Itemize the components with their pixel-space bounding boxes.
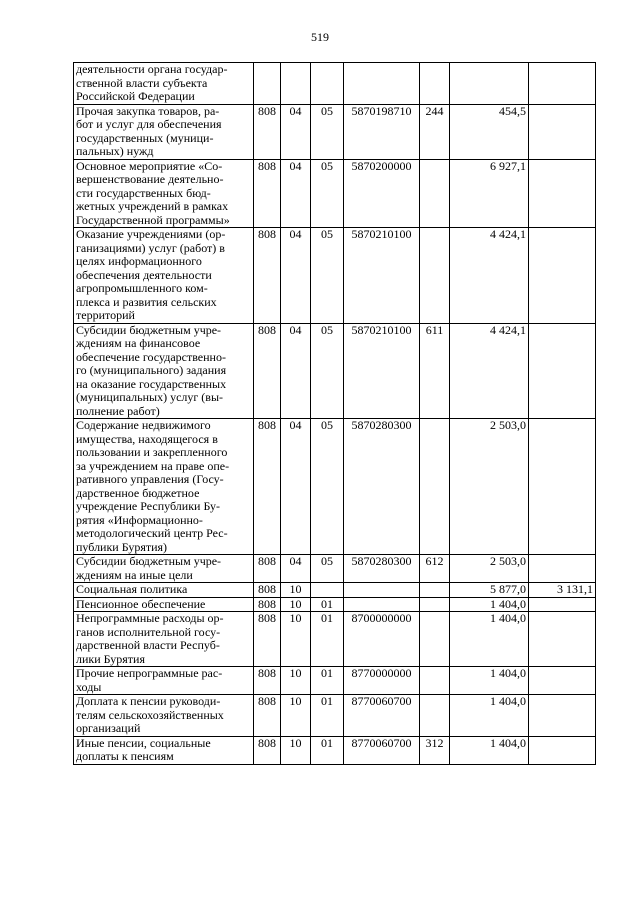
table-row bbox=[74, 667, 596, 695]
cell-amount: 5 877,0 bbox=[450, 583, 529, 598]
cell-target-article bbox=[344, 63, 420, 105]
cell-admin-code: 808 bbox=[254, 583, 281, 598]
cell-target-article: 5870210100 bbox=[344, 323, 420, 419]
cell-subsection: 05 bbox=[311, 228, 344, 324]
cell-amount-2 bbox=[529, 228, 596, 324]
table-row bbox=[74, 736, 596, 764]
cell-amount: 1 404,0 bbox=[450, 667, 529, 695]
cell-admin-code: 808 bbox=[254, 597, 281, 612]
cell-section: 10 bbox=[281, 736, 311, 764]
cell-name: Содержание недвижимого имущества, находящегося в пользовании и закрепленного за учреждением на праве опе- ративного управления (Госу- дарственное бюджетное учреждение Республики Бу- рятия «Информационно- методологический центр Рес- публики Бурятия) bbox=[74, 419, 254, 555]
cell-section: 04 bbox=[281, 419, 311, 555]
cell-admin-code: 808 bbox=[254, 695, 281, 737]
cell-target-article: 8770060700 bbox=[344, 695, 420, 737]
cell-amount: 6 927,1 bbox=[450, 159, 529, 228]
cell-section: 04 bbox=[281, 228, 311, 324]
cell-amount-2 bbox=[529, 159, 596, 228]
cell-amount: 2 503,0 bbox=[450, 419, 529, 555]
cell-name: Оказание учреждениями (ор- ганизациями) услуг (работ) в целях информационного обеспечения деятельности агропромышленного ком- плекса и развития сельских территорий bbox=[74, 228, 254, 324]
cell-section: 10 bbox=[281, 612, 311, 667]
table-row bbox=[74, 63, 596, 105]
cell-target-article bbox=[344, 597, 420, 612]
cell-name: Основное мероприятие «Со- вершенствование деятельно- сти государственных бюд- жетных учреждений в рамках Государственной программы» bbox=[74, 159, 254, 228]
cell-amount-2: 3 131,1 bbox=[529, 583, 596, 598]
cell-target-article: 5870200000 bbox=[344, 159, 420, 228]
cell-expense-type bbox=[420, 667, 450, 695]
cell-amount-2 bbox=[529, 555, 596, 583]
cell-section: 04 bbox=[281, 159, 311, 228]
cell-subsection: 01 bbox=[311, 736, 344, 764]
cell-amount-2 bbox=[529, 597, 596, 612]
cell-admin-code: 808 bbox=[254, 736, 281, 764]
cell-name: Прочие непрограммные рас- ходы bbox=[74, 667, 254, 695]
cell-amount: 454,5 bbox=[450, 104, 529, 159]
cell-subsection bbox=[311, 63, 344, 105]
cell-amount: 2 503,0 bbox=[450, 555, 529, 583]
table-row bbox=[74, 228, 596, 324]
cell-expense-type: 612 bbox=[420, 555, 450, 583]
table-row bbox=[74, 555, 596, 583]
cell-amount: 1 404,0 bbox=[450, 597, 529, 612]
cell-admin-code: 808 bbox=[254, 104, 281, 159]
cell-subsection: 01 bbox=[311, 597, 344, 612]
table-row bbox=[74, 695, 596, 737]
cell-expense-type bbox=[420, 159, 450, 228]
cell-admin-code: 808 bbox=[254, 228, 281, 324]
cell-amount-2 bbox=[529, 736, 596, 764]
cell-name: Субсидии бюджетным учре- ждениям на финансовое обеспечение государственно- го (муниципального) задания на оказание государственных (муниципальных) услуг (вы- полнение работ) bbox=[74, 323, 254, 419]
cell-expense-type bbox=[420, 419, 450, 555]
cell-section: 10 bbox=[281, 597, 311, 612]
budget-table bbox=[73, 62, 596, 765]
table-row bbox=[74, 583, 596, 598]
cell-admin-code: 808 bbox=[254, 612, 281, 667]
cell-expense-type bbox=[420, 597, 450, 612]
cell-subsection: 01 bbox=[311, 695, 344, 737]
cell-subsection bbox=[311, 583, 344, 598]
cell-target-article: 5870280300 bbox=[344, 419, 420, 555]
cell-name: Социальная политика bbox=[74, 583, 254, 598]
cell-subsection: 05 bbox=[311, 555, 344, 583]
cell-subsection: 05 bbox=[311, 419, 344, 555]
cell-subsection: 05 bbox=[311, 159, 344, 228]
cell-amount: 1 404,0 bbox=[450, 736, 529, 764]
cell-expense-type bbox=[420, 63, 450, 105]
cell-amount: 4 424,1 bbox=[450, 228, 529, 324]
cell-admin-code: 808 bbox=[254, 159, 281, 228]
cell-admin-code: 808 bbox=[254, 323, 281, 419]
cell-section: 04 bbox=[281, 104, 311, 159]
cell-expense-type bbox=[420, 228, 450, 324]
cell-amount bbox=[450, 63, 529, 105]
cell-section: 10 bbox=[281, 667, 311, 695]
cell-section: 10 bbox=[281, 695, 311, 737]
cell-name: Непрограммные расходы ор- ганов исполнительной госу- дарственной власти Респуб- лики Бурятия bbox=[74, 612, 254, 667]
cell-expense-type bbox=[420, 583, 450, 598]
cell-target-article: 8770060700 bbox=[344, 736, 420, 764]
cell-section: 04 bbox=[281, 555, 311, 583]
cell-subsection: 01 bbox=[311, 612, 344, 667]
cell-target-article: 5870198710 bbox=[344, 104, 420, 159]
cell-amount: 1 404,0 bbox=[450, 612, 529, 667]
cell-admin-code: 808 bbox=[254, 667, 281, 695]
cell-section: 10 bbox=[281, 583, 311, 598]
table-row bbox=[74, 159, 596, 228]
cell-target-article: 5870210100 bbox=[344, 228, 420, 324]
cell-target-article bbox=[344, 583, 420, 598]
cell-admin-code: 808 bbox=[254, 555, 281, 583]
cell-name: Пенсионное обеспечение bbox=[74, 597, 254, 612]
page-number: 519 bbox=[311, 30, 329, 44]
cell-expense-type: 244 bbox=[420, 104, 450, 159]
cell-expense-type bbox=[420, 612, 450, 667]
cell-amount-2 bbox=[529, 419, 596, 555]
cell-amount-2 bbox=[529, 104, 596, 159]
cell-section bbox=[281, 63, 311, 105]
cell-expense-type: 312 bbox=[420, 736, 450, 764]
cell-subsection: 05 bbox=[311, 323, 344, 419]
cell-amount-2 bbox=[529, 695, 596, 737]
cell-expense-type: 611 bbox=[420, 323, 450, 419]
table-row bbox=[74, 323, 596, 419]
cell-admin-code: 808 bbox=[254, 419, 281, 555]
cell-name: Доплата к пенсии руководи- телям сельскохозяйственных организаций bbox=[74, 695, 254, 737]
cell-amount: 4 424,1 bbox=[450, 323, 529, 419]
cell-amount-2 bbox=[529, 63, 596, 105]
table-row bbox=[74, 612, 596, 667]
cell-target-article: 5870280300 bbox=[344, 555, 420, 583]
cell-amount-2 bbox=[529, 667, 596, 695]
cell-name: Субсидии бюджетным учре- ждениям на иные цели bbox=[74, 555, 254, 583]
cell-target-article: 8700000000 bbox=[344, 612, 420, 667]
table-row bbox=[74, 419, 596, 555]
cell-name: деятельности органа государ- ственной власти субъекта Российской Федерации bbox=[74, 63, 254, 105]
cell-subsection: 01 bbox=[311, 667, 344, 695]
cell-name: Иные пенсии, социальные доплаты к пенсиям bbox=[74, 736, 254, 764]
table-row bbox=[74, 104, 596, 159]
cell-amount: 1 404,0 bbox=[450, 695, 529, 737]
cell-section: 04 bbox=[281, 323, 311, 419]
table-row bbox=[74, 597, 596, 612]
cell-target-article: 8770000000 bbox=[344, 667, 420, 695]
cell-amount-2 bbox=[529, 612, 596, 667]
cell-expense-type bbox=[420, 695, 450, 737]
cell-admin-code bbox=[254, 63, 281, 105]
cell-amount-2 bbox=[529, 323, 596, 419]
cell-subsection: 05 bbox=[311, 104, 344, 159]
cell-name: Прочая закупка товаров, ра- бот и услуг для обеспечения государственных (муници- пальных) нужд bbox=[74, 104, 254, 159]
